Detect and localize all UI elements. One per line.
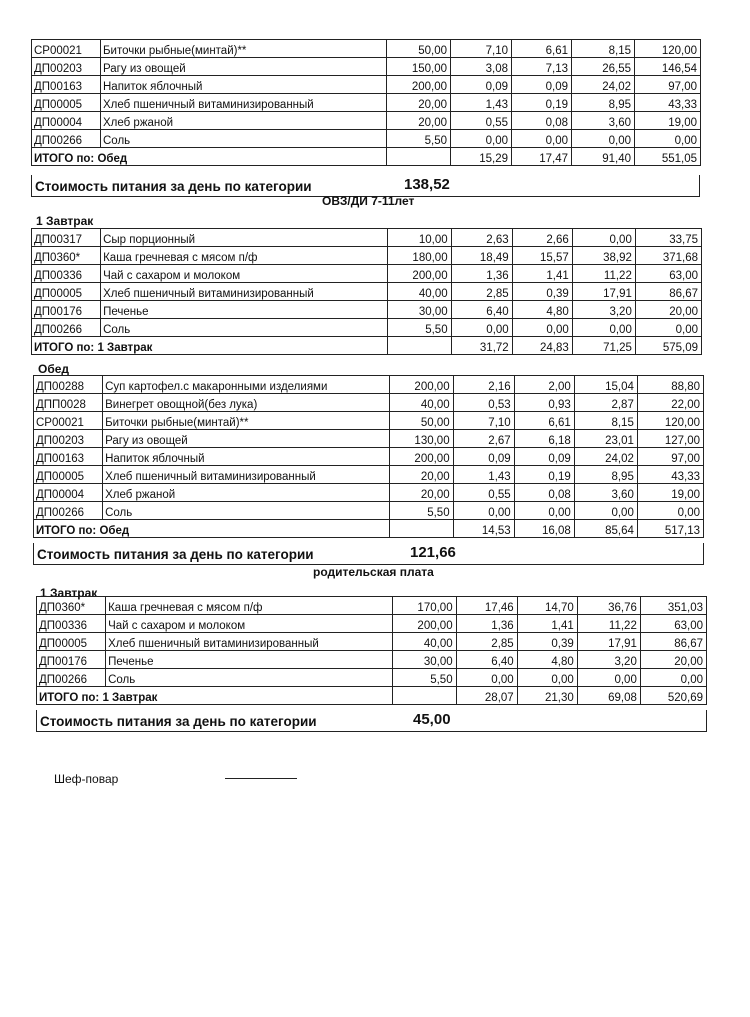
item-fat: 0,08 [514,484,574,502]
item-protein: 1,36 [451,265,512,283]
item-quantity: 10,00 [387,229,451,247]
item-energy: 63,00 [640,615,706,633]
item-name: Напиток яблочный [101,76,387,94]
item-quantity: 200,00 [389,448,453,466]
table-row [32,283,702,301]
item-energy: 0,00 [635,319,701,337]
item-name: Напиток яблочный [103,448,389,466]
item-quantity: 200,00 [392,615,456,633]
item-carbs: 26,55 [572,58,635,76]
meal-title-lunch: Обед [38,362,70,376]
item-protein: 2,67 [453,430,514,448]
item-energy: 20,00 [635,301,701,319]
item-energy: 33,75 [635,229,701,247]
item-protein: 2,85 [456,633,517,651]
item-protein: 6,40 [451,301,512,319]
item-protein: 7,10 [451,40,512,58]
item-code: ДП00288 [34,376,103,394]
table-row [32,40,701,58]
table-row [34,484,704,502]
item-name: Рагу из овощей [101,58,387,76]
table-row [32,319,702,337]
item-fat: 0,39 [512,283,572,301]
item-protein: 3,08 [451,58,512,76]
item-protein: 0,00 [451,319,512,337]
menu-table-lunch-base [31,39,701,166]
item-fat: 1,41 [512,265,572,283]
item-carbs: 8,95 [574,466,637,484]
item-fat: 0,09 [512,76,572,94]
item-name: Соль [101,130,387,148]
item-carbs: 0,00 [572,319,635,337]
item-fat: 6,18 [514,430,574,448]
meal-title-breakfast: 1 Завтрак [36,214,94,228]
item-protein: 0,09 [453,448,514,466]
item-energy: 43,33 [635,94,701,112]
item-code: ДП00005 [32,283,101,301]
item-code: ДП00004 [32,112,101,130]
item-protein: 0,00 [456,669,517,687]
table-row [37,615,707,633]
total-quantity-empty [392,687,456,705]
daily-cost-row [36,710,707,732]
total-label: ИТОГО по: Обед [32,148,387,166]
table-row [32,76,701,94]
item-carbs: 38,92 [572,247,635,265]
item-quantity: 20,00 [387,112,451,130]
item-name: Печенье [101,301,387,319]
item-fat: 2,00 [514,376,574,394]
item-protein: 2,16 [453,376,514,394]
item-quantity: 5,50 [387,130,451,148]
item-carbs: 3,20 [577,651,640,669]
meal-title-breakfast: 1 Завтрак [40,586,98,600]
item-carbs: 17,91 [577,633,640,651]
item-quantity: 5,50 [387,319,451,337]
item-carbs: 0,00 [572,130,635,148]
item-protein: 2,63 [451,229,512,247]
table-row [37,651,707,669]
item-carbs: 3,60 [574,484,637,502]
item-code: ДП00336 [37,615,106,633]
item-name: Печенье [106,651,392,669]
item-name: Сыр порционный [101,229,387,247]
item-fat: 7,13 [512,58,572,76]
table-row [34,466,704,484]
item-carbs: 17,91 [572,283,635,301]
item-code: ДП00266 [34,502,103,520]
item-fat: 0,00 [517,669,577,687]
total-fat: 17,47 [512,148,572,166]
total-energy: 520,69 [640,687,706,705]
item-name: Винегрет овощной(без лука) [103,394,389,412]
table-row [34,376,704,394]
item-quantity: 130,00 [389,430,453,448]
item-quantity: 40,00 [389,394,453,412]
menu-table-lunch [33,375,704,538]
item-energy: 120,00 [635,40,701,58]
item-energy: 19,00 [637,484,703,502]
item-name: Биточки рыбные(минтай)** [103,412,389,430]
menu-table-breakfast [31,228,702,355]
item-quantity: 40,00 [392,633,456,651]
item-name: Чай с сахаром и молоком [101,265,387,283]
item-quantity: 30,00 [387,301,451,319]
item-quantity: 20,00 [387,94,451,112]
total-carbs: 69,08 [577,687,640,705]
item-code: ДП00005 [34,466,103,484]
item-carbs: 8,95 [572,94,635,112]
table-row [34,502,704,520]
item-energy: 146,54 [635,58,701,76]
item-energy: 43,33 [637,466,703,484]
item-code: ДП0360* [32,247,101,265]
item-code: ДП00005 [32,94,101,112]
item-quantity: 200,00 [387,76,451,94]
chef-label: Шеф-повар [54,772,119,786]
table-row [32,229,702,247]
item-protein: 1,36 [456,615,517,633]
item-protein: 6,40 [456,651,517,669]
total-protein: 28,07 [456,687,517,705]
total-energy: 575,09 [635,337,701,355]
item-protein: 0,09 [451,76,512,94]
item-fat: 6,61 [514,412,574,430]
item-name: Рагу из овощей [103,430,389,448]
item-code: ДП00176 [32,301,101,319]
item-quantity: 40,00 [387,283,451,301]
item-fat: 15,57 [512,247,572,265]
item-fat: 0,19 [512,94,572,112]
total-label: ИТОГО по: 1 Завтрак [37,687,393,705]
item-carbs: 0,00 [577,669,640,687]
item-protein: 0,55 [453,484,514,502]
item-quantity: 200,00 [387,265,451,283]
table-row [32,58,701,76]
table-row [34,448,704,466]
item-carbs: 3,20 [572,301,635,319]
menu-table-parental-breakfast [36,596,707,705]
total-row [32,337,702,355]
item-energy: 127,00 [637,430,703,448]
total-row [32,148,701,166]
item-carbs: 36,76 [577,597,640,615]
table-row [32,247,702,265]
daily-cost-value: 121,66 [410,544,456,561]
item-fat: 0,19 [514,466,574,484]
table-row [32,94,701,112]
daily-cost-value: 45,00 [413,711,451,728]
item-code: ДП00203 [34,430,103,448]
item-code: ДП0360* [37,597,106,615]
item-carbs: 11,22 [577,615,640,633]
total-fat: 16,08 [514,520,574,538]
item-code: ДП00163 [34,448,103,466]
item-carbs: 2,87 [574,394,637,412]
item-carbs: 8,15 [574,412,637,430]
total-row [34,520,704,538]
total-carbs: 71,25 [572,337,635,355]
item-code: ДП00336 [32,265,101,283]
item-name: Биточки рыбные(минтай)** [101,40,387,58]
item-quantity: 170,00 [392,597,456,615]
item-quantity: 150,00 [387,58,451,76]
item-name: Хлеб ржаной [103,484,389,502]
item-name: Хлеб пшеничный витаминизированный [101,94,387,112]
total-quantity-empty [387,337,451,355]
signature-line [225,778,297,779]
total-protein: 31,72 [451,337,512,355]
item-fat: 0,00 [512,319,572,337]
item-carbs: 11,22 [572,265,635,283]
table-row [32,301,702,319]
item-code: ДП00005 [37,633,106,651]
item-energy: 97,00 [635,76,701,94]
item-energy: 86,67 [640,633,706,651]
item-energy: 371,68 [635,247,701,265]
item-carbs: 23,01 [574,430,637,448]
item-energy: 19,00 [635,112,701,130]
item-code: ДП00266 [32,319,101,337]
item-code: ДПП0028 [34,394,103,412]
item-name: Каша гречневая с мясом п/ф [106,597,392,615]
total-energy: 551,05 [635,148,701,166]
item-energy: 88,80 [637,376,703,394]
item-fat: 2,66 [512,229,572,247]
item-energy: 0,00 [637,502,703,520]
item-name: Каша гречневая с мясом п/ф [101,247,387,265]
item-quantity: 180,00 [387,247,451,265]
item-name: Соль [101,319,387,337]
item-fat: 6,61 [512,40,572,58]
item-carbs: 15,04 [574,376,637,394]
item-code: СР00021 [32,40,101,58]
item-fat: 4,80 [517,651,577,669]
item-quantity: 50,00 [389,412,453,430]
item-quantity: 30,00 [392,651,456,669]
total-carbs: 85,64 [574,520,637,538]
item-fat: 0,93 [514,394,574,412]
item-code: ДП00004 [34,484,103,502]
table-row [34,412,704,430]
item-carbs: 24,02 [574,448,637,466]
item-energy: 0,00 [635,130,701,148]
item-code: ДП00266 [37,669,106,687]
item-name: Чай с сахаром и молоком [106,615,392,633]
table-row [32,112,701,130]
category-title: ОВЗ/ДИ 7-11лет [322,194,415,208]
item-name: Хлеб ржаной [101,112,387,130]
item-quantity: 20,00 [389,484,453,502]
item-carbs: 8,15 [572,40,635,58]
total-protein: 15,29 [451,148,512,166]
item-code: ДП00163 [32,76,101,94]
item-energy: 0,00 [640,669,706,687]
total-label: ИТОГО по: Обед [34,520,390,538]
item-protein: 18,49 [451,247,512,265]
item-fat: 4,80 [512,301,572,319]
daily-cost-label: Стоимость питания за день по категории [37,547,314,562]
item-code: СР00021 [34,412,103,430]
item-carbs: 0,00 [574,502,637,520]
item-code: ДП00176 [37,651,106,669]
item-code: ДП00266 [32,130,101,148]
daily-cost-row [33,543,704,565]
total-protein: 14,53 [453,520,514,538]
item-energy: 63,00 [635,265,701,283]
total-energy: 517,13 [637,520,703,538]
item-code: ДП00317 [32,229,101,247]
daily-cost-label: Стоимость питания за день по категории [40,714,317,729]
item-carbs: 0,00 [572,229,635,247]
total-fat: 24,83 [512,337,572,355]
table-row [37,633,707,651]
item-name: Соль [103,502,389,520]
item-quantity: 5,50 [392,669,456,687]
item-quantity: 50,00 [387,40,451,58]
item-name: Соль [106,669,392,687]
item-protein: 2,85 [451,283,512,301]
item-protein: 1,43 [453,466,514,484]
item-fat: 0,00 [512,130,572,148]
table-row [32,130,701,148]
item-code: ДП00203 [32,58,101,76]
item-protein: 0,53 [453,394,514,412]
category-title: родительская плата [313,565,434,579]
item-protein: 1,43 [451,94,512,112]
item-protein: 0,00 [451,130,512,148]
daily-cost-label: Стоимость питания за день по категории [35,179,312,194]
item-fat: 1,41 [517,615,577,633]
total-label: ИТОГО по: 1 Завтрак [32,337,388,355]
item-energy: 120,00 [637,412,703,430]
item-quantity: 5,50 [389,502,453,520]
item-name: Суп картофел.с макаронными изделиями [103,376,389,394]
table-row [34,430,704,448]
item-energy: 20,00 [640,651,706,669]
item-energy: 97,00 [637,448,703,466]
total-row [37,687,707,705]
item-name: Хлеб пшеничный витаминизированный [101,283,387,301]
item-quantity: 200,00 [389,376,453,394]
total-quantity-empty [387,148,451,166]
item-fat: 0,00 [514,502,574,520]
item-carbs: 3,60 [572,112,635,130]
item-protein: 0,00 [453,502,514,520]
total-quantity-empty [389,520,453,538]
table-row [37,597,707,615]
item-name: Хлеб пшеничный витаминизированный [106,633,392,651]
item-fat: 0,09 [514,448,574,466]
item-protein: 7,10 [453,412,514,430]
item-name: Хлеб пшеничный витаминизированный [103,466,389,484]
item-energy: 22,00 [637,394,703,412]
item-fat: 0,39 [517,633,577,651]
item-energy: 351,03 [640,597,706,615]
item-carbs: 24,02 [572,76,635,94]
item-energy: 86,67 [635,283,701,301]
item-quantity: 20,00 [389,466,453,484]
item-protein: 17,46 [456,597,517,615]
daily-cost-value: 138,52 [404,176,450,193]
total-fat: 21,30 [517,687,577,705]
item-fat: 14,70 [517,597,577,615]
item-protein: 0,55 [451,112,512,130]
table-row [34,394,704,412]
total-carbs: 91,40 [572,148,635,166]
item-fat: 0,08 [512,112,572,130]
table-row [37,669,707,687]
table-row [32,265,702,283]
